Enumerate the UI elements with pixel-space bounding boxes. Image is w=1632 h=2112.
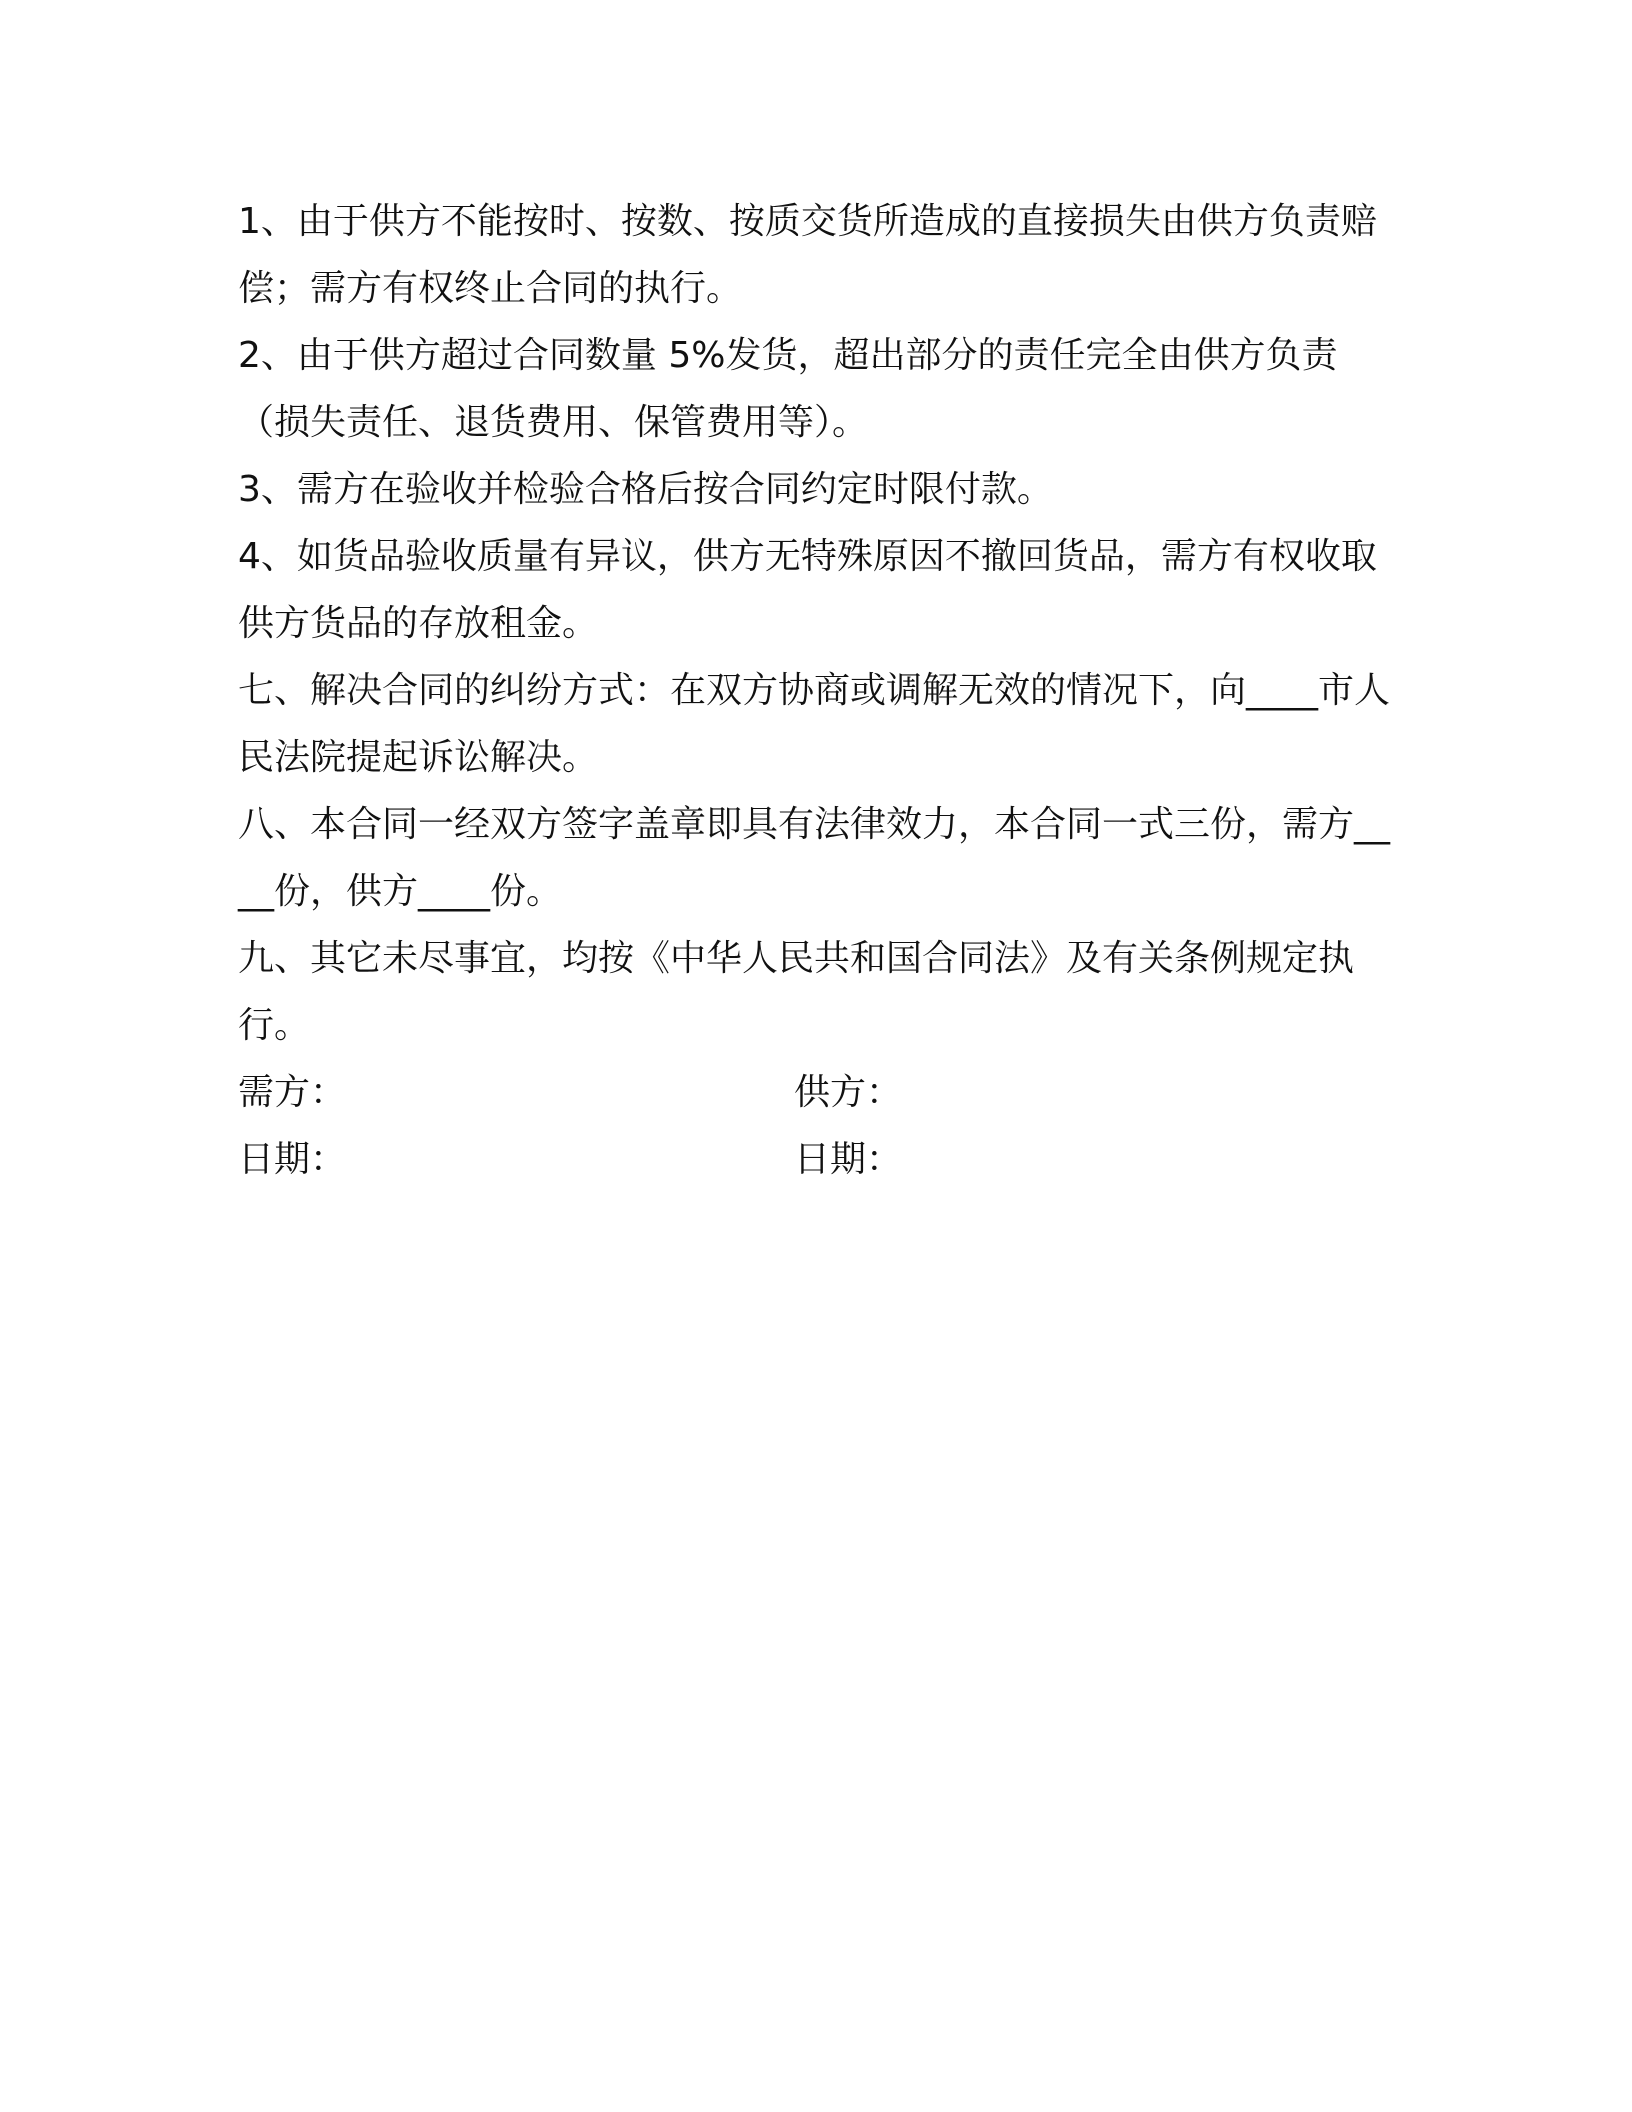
buyer-date-label: 日期： <box>238 1139 347 1180</box>
seller-signature-label: 供方： <box>794 1072 903 1113</box>
clause-3: 3、需方在验收并检验合格后按合同约定时限付款。 <box>238 469 1053 510</box>
signature-block <box>238 1059 1398 1193</box>
signature-row <box>238 1059 1398 1126</box>
clause-2: 2、由于供方超过合同数量 5%发货，超出部分的责任完全由供方负责（损失责任、退货费用、保管费用等）。 <box>238 335 1338 443</box>
clause-dispute-resolution: 七、解决合同的纠纷方式：在双方协商或调解无效的情况下，向____市人民法院提起诉讼解决。 <box>238 670 1391 778</box>
buyer-signature-label: 需方： <box>238 1072 347 1113</box>
clause-4: 4、如货品验收质量有异议，供方无特殊原因不撤回货品，需方有权收取供方货品的存放租金。 <box>238 536 1377 644</box>
seller-date-label: 日期： <box>794 1139 903 1180</box>
clause-effectiveness: 八、本合同一经双方签字盖章即具有法律效力，本合同一式三份，需方____份，供方____份。 <box>238 804 1391 912</box>
document-body <box>238 188 1398 1193</box>
date-row <box>238 1126 1398 1193</box>
clause-1: 1、由于供方不能按时、按数、按质交货所造成的直接损失由供方负责赔偿；需方有权终止合同的执行。 <box>238 201 1377 309</box>
clause-other-matters: 九、其它未尽事宜，均按《中华人民共和国合同法》及有关条例规定执行。 <box>238 938 1355 1046</box>
